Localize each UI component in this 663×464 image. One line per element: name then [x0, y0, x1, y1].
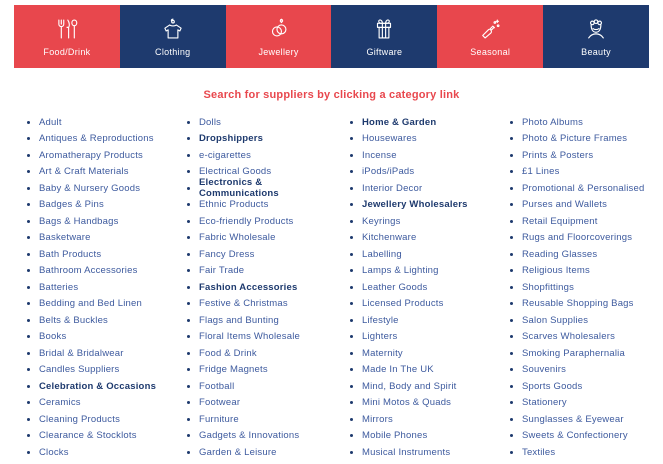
tab-beauty[interactable]: [543, 5, 649, 68]
category-list-item[interactable]: [503, 213, 663, 230]
category-link[interactable]: Fair Trade: [199, 265, 245, 277]
category-list-item[interactable]: [503, 147, 663, 164]
category-list-item[interactable]: [20, 329, 180, 346]
page-title: Search for suppliers by clicking a category link: [203, 89, 460, 101]
category-list-item[interactable]: [503, 246, 663, 263]
category-list-item[interactable]: [20, 378, 180, 395]
category-list-item[interactable]: [180, 263, 343, 280]
category-link[interactable]: Kitchenware: [362, 232, 417, 244]
cutlery-icon: [54, 16, 80, 42]
tab-jewellery[interactable]: [226, 5, 332, 68]
category-list-item[interactable]: [20, 164, 180, 181]
category-link[interactable]: Clocks: [39, 446, 69, 458]
category-list-item[interactable]: [503, 230, 663, 247]
category-link[interactable]: Reusable Shopping Bags: [522, 298, 634, 310]
bullet-icon: [350, 319, 353, 322]
category-list-item[interactable]: [180, 246, 343, 263]
bullet-icon: [350, 401, 353, 404]
bullet-icon: [27, 121, 30, 124]
bullet-icon: [27, 236, 30, 239]
bullet-icon: [350, 187, 353, 190]
bullet-icon: [187, 335, 190, 338]
category-list-item[interactable]: [343, 263, 503, 280]
category-link[interactable]: Electrical Goods: [199, 166, 272, 178]
category-link[interactable]: Licensed Products: [362, 298, 444, 310]
category-link[interactable]: Basketware: [39, 232, 91, 244]
category-list-item[interactable]: [343, 362, 503, 379]
category-link[interactable]: Cleaning Products: [39, 413, 121, 425]
bullet-icon: [27, 451, 30, 454]
bullet-icon: [510, 286, 513, 289]
bullet-icon: [350, 286, 353, 289]
category-list-item[interactable]: [343, 411, 503, 428]
category-link[interactable]: Eco-friendly Products: [199, 215, 294, 227]
bullet-icon: [27, 253, 30, 256]
bullet-icon: [350, 451, 353, 454]
category-link[interactable]: Bedding and Bed Linen: [39, 298, 142, 310]
category-link[interactable]: Stationery: [522, 397, 567, 409]
bullet-icon: [27, 352, 30, 355]
category-link[interactable]: Dropshippers: [199, 133, 264, 145]
bullet-icon: [510, 187, 513, 190]
category-link[interactable]: Belts & Buckles: [39, 314, 108, 326]
category-link[interactable]: Maternity: [362, 347, 403, 359]
bullet-icon: [27, 319, 30, 322]
category-link[interactable]: Scarves Wholesalers: [522, 331, 616, 343]
category-link[interactable]: Art & Craft Materials: [39, 166, 129, 178]
category-link[interactable]: Electronics & Communications: [199, 177, 279, 200]
category-list-item[interactable]: [180, 378, 343, 395]
category-list-item[interactable]: [503, 411, 663, 428]
category-list-item[interactable]: [20, 114, 180, 131]
tab-giftware[interactable]: [331, 5, 437, 68]
gift-icon: [371, 16, 397, 42]
category-link[interactable]: Mini Motos & Quads: [362, 397, 452, 409]
category-list-item[interactable]: [180, 114, 343, 131]
category-link[interactable]: Textiles: [522, 446, 556, 458]
bullet-icon: [350, 154, 353, 157]
bullet-icon: [510, 137, 513, 140]
category-list-item[interactable]: [503, 312, 663, 329]
bullet-icon: [350, 170, 353, 173]
category-list-item[interactable]: [503, 444, 663, 461]
category-link[interactable]: Promotional & Personalised: [522, 182, 645, 194]
category-column-d: [503, 114, 663, 461]
category-link[interactable]: Batteries: [39, 281, 79, 293]
category-link-grid: [0, 101, 663, 461]
category-list-item[interactable]: [343, 329, 503, 346]
bullet-icon: [350, 253, 353, 256]
category-link[interactable]: Ceramics: [39, 397, 81, 409]
bullet-icon: [187, 286, 190, 289]
bullet-icon: [27, 335, 30, 338]
bullet-icon: [187, 418, 190, 421]
category-link[interactable]: Candles Suppliers: [39, 364, 120, 376]
category-link[interactable]: Home & Garden: [362, 116, 437, 128]
bullet-icon: [27, 203, 30, 206]
category-list-item[interactable]: [20, 197, 180, 214]
category-link[interactable]: Bags & Handbags: [39, 215, 119, 227]
bullet-icon: [27, 154, 30, 157]
category-list-item[interactable]: [503, 345, 663, 362]
category-list-item[interactable]: [20, 428, 180, 445]
category-link[interactable]: Fancy Dress: [199, 248, 255, 260]
category-list-item[interactable]: [503, 197, 663, 214]
category-link[interactable]: Housewares: [362, 133, 417, 145]
category-list-item[interactable]: [20, 411, 180, 428]
bullet-icon: [187, 319, 190, 322]
category-link[interactable]: Ethnic Products: [199, 199, 269, 211]
category-link[interactable]: Salon Supplies: [522, 314, 589, 326]
tab-clothing[interactable]: [120, 5, 226, 68]
category-link[interactable]: Aromatherapy Products: [39, 149, 143, 161]
category-list-item[interactable]: [180, 444, 343, 461]
category-link[interactable]: £1 Lines: [522, 166, 560, 178]
category-list-item[interactable]: [503, 378, 663, 395]
bullet-icon: [350, 368, 353, 371]
tab-seasonal[interactable]: [437, 5, 543, 68]
bullet-icon: [510, 253, 513, 256]
bullet-icon: [350, 385, 353, 388]
category-link[interactable]: Fridge Magnets: [199, 364, 268, 376]
category-list-item[interactable]: [20, 180, 180, 197]
category-list-item[interactable]: [20, 131, 180, 148]
category-list-item[interactable]: [343, 147, 503, 164]
tab-label: Seasonal: [470, 47, 511, 57]
category-link[interactable]: Furniture: [199, 413, 239, 425]
category-list-item[interactable]: [343, 312, 503, 329]
bullet-icon: [510, 319, 513, 322]
category-link[interactable]: Footwear: [199, 397, 241, 409]
category-list-item[interactable]: [503, 279, 663, 296]
category-column-c: [343, 114, 503, 461]
category-link[interactable]: Retail Equipment: [522, 215, 598, 227]
bullet-icon: [187, 236, 190, 239]
bullet-icon: [27, 220, 30, 223]
bullet-icon: [350, 203, 353, 206]
category-list-item[interactable]: [343, 246, 503, 263]
category-link[interactable]: Lifestyle: [362, 314, 399, 326]
category-list-item[interactable]: [343, 345, 503, 362]
category-link[interactable]: Photo Albums: [522, 116, 584, 128]
category-list-item[interactable]: [343, 230, 503, 247]
category-link[interactable]: Baby & Nursery Goods: [39, 182, 141, 194]
bullet-icon: [187, 352, 190, 355]
category-list-item[interactable]: [503, 362, 663, 379]
category-link[interactable]: Antiques & Reproductions: [39, 133, 154, 145]
category-link[interactable]: Incense: [362, 149, 397, 161]
category-list-item[interactable]: [180, 329, 343, 346]
category-column-b: [180, 114, 343, 461]
category-link[interactable]: Bathroom Accessories: [39, 265, 138, 277]
category-link[interactable]: Shopfittings: [522, 281, 575, 293]
category-link[interactable]: Flags and Bunting: [199, 314, 279, 326]
tshirt-icon: [160, 16, 186, 42]
category-list-item[interactable]: [180, 428, 343, 445]
category-link[interactable]: Lighters: [362, 331, 398, 343]
category-link[interactable]: Food & Drink: [199, 347, 257, 359]
category-list-item[interactable]: [503, 263, 663, 280]
category-list-item[interactable]: [20, 345, 180, 362]
category-link[interactable]: Dolls: [199, 116, 222, 128]
bullet-icon: [187, 121, 190, 124]
tab-label: Giftware: [366, 47, 403, 57]
category-list-item[interactable]: [503, 164, 663, 181]
bullet-icon: [350, 352, 353, 355]
category-list-item[interactable]: [20, 246, 180, 263]
bullet-icon: [187, 170, 190, 173]
category-list-item[interactable]: [20, 444, 180, 461]
bullet-icon: [510, 170, 513, 173]
category-list-item[interactable]: [20, 395, 180, 412]
category-tab-bar: [14, 5, 649, 68]
bullet-icon: [510, 385, 513, 388]
bullet-icon: [187, 220, 190, 223]
bullet-icon: [187, 302, 190, 305]
bullet-icon: [350, 220, 353, 223]
category-list-item[interactable]: [20, 213, 180, 230]
category-link[interactable]: Photo & Picture Frames: [522, 133, 628, 145]
category-list-item[interactable]: [343, 180, 503, 197]
bullet-icon: [350, 236, 353, 239]
category-link[interactable]: Smoking Paraphernalia: [522, 347, 625, 359]
category-link[interactable]: Souvenirs: [522, 364, 567, 376]
category-list-item[interactable]: [503, 131, 663, 148]
bullet-icon: [350, 434, 353, 437]
bullet-icon: [510, 154, 513, 157]
category-list-item[interactable]: [20, 279, 180, 296]
category-list-item[interactable]: [343, 428, 503, 445]
category-list-item[interactable]: [180, 147, 343, 164]
category-list-item[interactable]: [503, 428, 663, 445]
category-list-item[interactable]: [180, 362, 343, 379]
bullet-icon: [510, 352, 513, 355]
category-list-item[interactable]: [180, 296, 343, 313]
bullet-icon: [187, 269, 190, 272]
bullet-icon: [350, 418, 353, 421]
category-link[interactable]: Reading Glasses: [522, 248, 598, 260]
category-link[interactable]: Sports Goods: [522, 380, 583, 392]
bullet-icon: [510, 236, 513, 239]
category-link[interactable]: Adult: [39, 116, 62, 128]
category-list-item[interactable]: [180, 279, 343, 296]
category-list-item[interactable]: [20, 362, 180, 379]
category-list-item[interactable]: [180, 312, 343, 329]
category-list-item[interactable]: [343, 197, 503, 214]
category-list-item[interactable]: [180, 395, 343, 412]
category-link[interactable]: Musical Instruments: [362, 446, 451, 458]
category-link[interactable]: iPods/iPads: [362, 166, 415, 178]
category-link[interactable]: Bath Products: [39, 248, 102, 260]
bullet-icon: [187, 203, 190, 206]
bullet-icon: [187, 401, 190, 404]
category-list-item[interactable]: [180, 411, 343, 428]
category-link[interactable]: Lamps & Lighting: [362, 265, 439, 277]
category-list-item[interactable]: [503, 114, 663, 131]
bullet-icon: [510, 302, 513, 305]
category-link[interactable]: Mobile Phones: [362, 430, 428, 442]
category-link[interactable]: Leather Goods: [362, 281, 428, 293]
bullet-icon: [187, 137, 190, 140]
category-link[interactable]: Interior Decor: [362, 182, 423, 194]
category-link[interactable]: Religious Items: [522, 265, 590, 277]
tab-label: Clothing: [155, 47, 191, 57]
category-link[interactable]: Clearance & Stocklots: [39, 430, 137, 442]
category-link[interactable]: Badges & Pins: [39, 199, 104, 211]
bullet-icon: [187, 385, 190, 388]
category-link[interactable]: Bridal & Bridalwear: [39, 347, 124, 359]
bullet-icon: [350, 335, 353, 338]
bullet-icon: [510, 368, 513, 371]
bullet-icon: [187, 187, 190, 190]
tab-label: Food/Drink: [43, 47, 91, 57]
category-list-item[interactable]: [343, 279, 503, 296]
category-list-item[interactable]: [343, 164, 503, 181]
bullet-icon: [187, 253, 190, 256]
category-link[interactable]: Gadgets & Innovations: [199, 430, 300, 442]
bullet-icon: [27, 269, 30, 272]
category-link[interactable]: Made In The UK: [362, 364, 434, 376]
bullet-icon: [350, 302, 353, 305]
category-list-item[interactable]: [343, 444, 503, 461]
category-list-item[interactable]: [343, 395, 503, 412]
bullet-icon: [187, 451, 190, 454]
category-link[interactable]: Jewellery Wholesalers: [362, 199, 468, 211]
category-link[interactable]: Garden & Leisure: [199, 446, 277, 458]
bullet-icon: [510, 335, 513, 338]
bullet-icon: [350, 269, 353, 272]
tab-food-drink[interactable]: [14, 5, 120, 68]
category-list-item[interactable]: [503, 296, 663, 313]
category-list-item[interactable]: [343, 296, 503, 313]
bullet-icon: [27, 418, 30, 421]
category-link[interactable]: Sweets & Confectionery: [522, 430, 628, 442]
tab-label: Jewellery: [258, 47, 299, 57]
category-list-item[interactable]: [343, 378, 503, 395]
bullet-icon: [27, 187, 30, 190]
bullet-icon: [510, 220, 513, 223]
bullet-icon: [510, 203, 513, 206]
category-list-item[interactable]: [180, 345, 343, 362]
category-list-item[interactable]: [343, 131, 503, 148]
category-list-item[interactable]: [180, 131, 343, 148]
bullet-icon: [350, 137, 353, 140]
bullet-icon: [27, 170, 30, 173]
category-list-item[interactable]: [20, 230, 180, 247]
bullet-icon: [27, 385, 30, 388]
bullet-icon: [510, 121, 513, 124]
bullet-icon: [27, 286, 30, 289]
bullet-icon: [510, 434, 513, 437]
bullet-icon: [350, 121, 353, 124]
bullet-icon: [187, 368, 190, 371]
beauty-head-icon: [583, 16, 609, 42]
bullet-icon: [27, 368, 30, 371]
category-link[interactable]: Rugs and Floorcoverings: [522, 232, 633, 244]
category-link[interactable]: e-cigarettes: [199, 149, 252, 161]
category-list-item[interactable]: [20, 296, 180, 313]
category-list-item[interactable]: [503, 395, 663, 412]
category-link[interactable]: Labelling: [362, 248, 402, 260]
bullet-icon: [27, 434, 30, 437]
category-link[interactable]: Sunglasses & Eyewear: [522, 413, 624, 425]
bullet-icon: [187, 434, 190, 437]
category-link[interactable]: Football: [199, 380, 235, 392]
category-list-item[interactable]: [180, 213, 343, 230]
bullet-icon: [27, 137, 30, 140]
category-link[interactable]: Fashion Accessories: [199, 281, 298, 293]
category-list-item[interactable]: [180, 230, 343, 247]
category-link[interactable]: Celebration & Occasions: [39, 380, 157, 392]
champagne-icon: [477, 16, 503, 42]
category-link[interactable]: Festive & Christmas: [199, 298, 288, 310]
tab-label: Beauty: [581, 47, 611, 57]
category-list-item[interactable]: [343, 213, 503, 230]
category-link[interactable]: Books: [39, 331, 67, 343]
category-list-item[interactable]: [20, 312, 180, 329]
bullet-icon: [510, 269, 513, 272]
category-list-item[interactable]: [20, 263, 180, 280]
category-list-item[interactable]: [180, 177, 343, 200]
bullet-icon: [27, 401, 30, 404]
category-link[interactable]: Purses and Wallets: [522, 199, 608, 211]
category-list-item[interactable]: [503, 329, 663, 346]
bullet-icon: [510, 451, 513, 454]
category-column-a: [20, 114, 180, 461]
category-list-item[interactable]: [343, 114, 503, 131]
category-list-item[interactable]: [503, 180, 663, 197]
category-link[interactable]: Mirrors: [362, 413, 393, 425]
category-list-item[interactable]: [20, 147, 180, 164]
category-link[interactable]: Floral Items Wholesale: [199, 331, 301, 343]
category-link[interactable]: Keyrings: [362, 215, 401, 227]
bullet-icon: [510, 418, 513, 421]
bullet-icon: [187, 154, 190, 157]
category-link[interactable]: Fabric Wholesale: [199, 232, 276, 244]
bullet-icon: [27, 302, 30, 305]
category-link[interactable]: Prints & Posters: [522, 149, 594, 161]
bullet-icon: [510, 401, 513, 404]
category-link[interactable]: Mind, Body and Spirit: [362, 380, 457, 392]
rings-icon: [266, 16, 292, 42]
